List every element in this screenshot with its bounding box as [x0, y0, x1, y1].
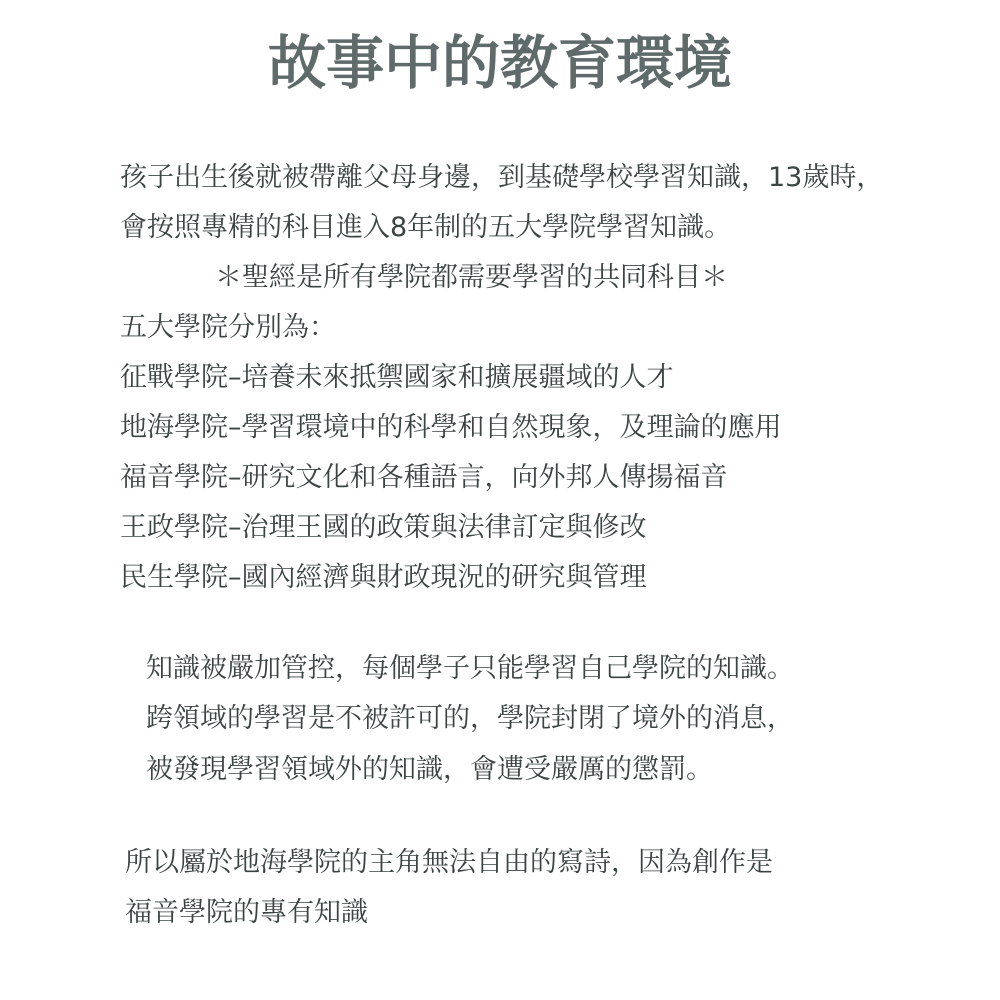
rules-line-1: 知識被嚴加管控，每個學子只能學習自己學院的知識。	[146, 653, 794, 684]
academy-item-warfare: 征戰學院–培養未來抵禦國家和擴展疆域的人才	[120, 362, 674, 393]
academy-item-royal-governance: 王政學院–治理王國的政策與法律訂定與修改	[120, 512, 647, 543]
academies-heading: 五大學院分別為：	[120, 312, 336, 343]
intro-line-2: 會按照專精的科目進入8年制的五大學院學習知識。	[120, 212, 732, 243]
conclusion-line-2: 福音學院的專有知識	[125, 897, 368, 928]
academy-item-gospel: 福音學院–研究文化和各種語言，向外邦人傳揚福音	[120, 462, 728, 493]
intro-line-1: 孩子出生後就被帶離父母身邊，到基礎學校學習知識，13歲時，	[120, 162, 884, 193]
conclusion-line-1: 所以屬於地海學院的主角無法自由的寫詩，因為創作是	[125, 847, 773, 878]
academy-item-earth-sea: 地海學院–學習環境中的科學和自然現象，及理論的應用	[120, 412, 782, 443]
page-title: 故事中的教育環境	[267, 29, 732, 97]
rules-line-3: 被發現學習領域外的知識，會遭受嚴厲的懲罰。	[146, 754, 713, 785]
academy-item-livelihood: 民生學院–國內經濟與財政現況的研究與管理	[120, 562, 647, 593]
common-subject-note: ＊聖經是所有學院都需要學習的共同科目＊	[215, 262, 728, 293]
rules-line-2: 跨領域的學習是不被許可的，學院封閉了境外的消息，	[146, 703, 794, 734]
